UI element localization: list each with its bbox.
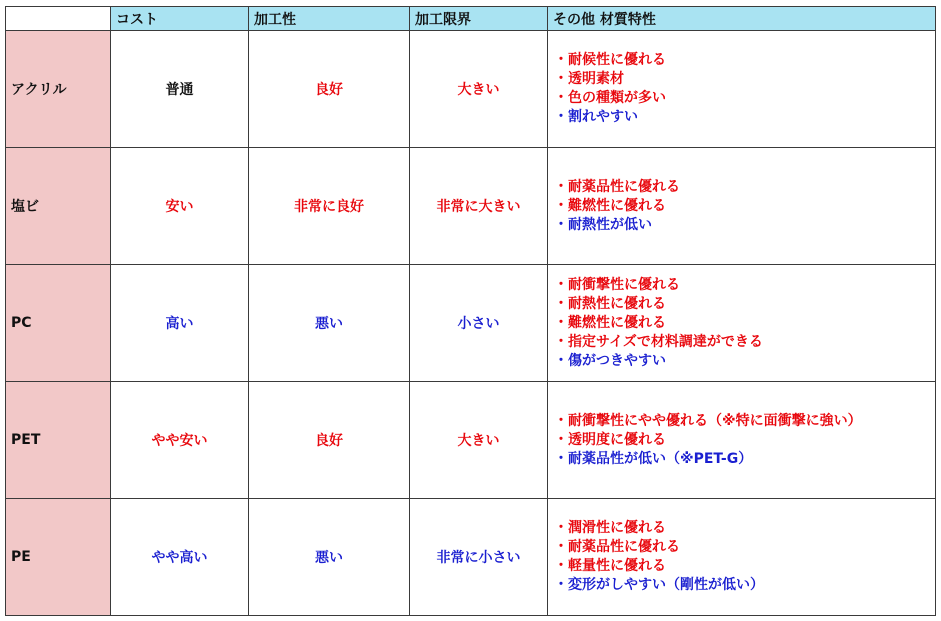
material-name: PC xyxy=(6,265,111,382)
material-name: アクリル xyxy=(6,31,111,148)
limit-cell: 大きい xyxy=(410,31,548,148)
property-item: ・耐候性に優れる xyxy=(554,52,666,68)
property-item: ・難燃性に優れる xyxy=(554,197,666,214)
table-row xyxy=(6,148,936,265)
limit-cell: 非常に小さい xyxy=(410,499,548,616)
properties-cell xyxy=(548,31,936,148)
limit-cell: 小さい xyxy=(410,265,548,382)
header-workability: 加工性 xyxy=(249,7,410,31)
corner-cell xyxy=(6,7,111,31)
workability-cell: 良好 xyxy=(249,31,410,148)
material-name: PET xyxy=(6,382,111,499)
properties-cell xyxy=(548,265,936,382)
table-body xyxy=(6,31,936,616)
property-item: ・傷がつきやすい xyxy=(554,352,666,369)
workability-cell: 悪い xyxy=(249,265,410,382)
material-comparison-table xyxy=(5,6,936,616)
cost-cell: 高い xyxy=(111,265,249,382)
property-item: ・変形がしやすい（剛性が低い） xyxy=(554,577,764,593)
property-item: ・耐薬品性に優れる xyxy=(554,539,680,555)
workability-cell: 良好 xyxy=(249,382,410,499)
header-limit: 加工限界 xyxy=(410,7,548,31)
cost-cell: 普通 xyxy=(111,31,249,148)
header-cost: コスト xyxy=(111,7,249,31)
table-row xyxy=(6,382,936,499)
property-item: ・透明度に優れる xyxy=(554,431,666,448)
header-row xyxy=(6,7,936,31)
workability-cell: 悪い xyxy=(249,499,410,616)
properties-cell xyxy=(548,148,936,265)
cost-cell: やや安い xyxy=(111,382,249,499)
properties-cell xyxy=(548,499,936,616)
properties-cell xyxy=(548,382,936,499)
property-item: ・難燃性に優れる xyxy=(554,314,666,331)
cost-cell: 安い xyxy=(111,148,249,265)
property-item: ・耐薬品性に優れる xyxy=(554,178,680,195)
property-item: ・割れやすい xyxy=(554,109,638,125)
property-item: ・耐熱性が低い xyxy=(554,216,652,233)
table-row xyxy=(6,499,936,616)
property-item: ・耐熱性に優れる xyxy=(554,295,666,312)
property-item: ・耐薬品性が低い（※PET-G） xyxy=(554,450,753,467)
material-name: PE xyxy=(6,499,111,616)
property-item: ・耐衝撃性に優れる xyxy=(554,276,680,293)
table-row xyxy=(6,31,936,148)
property-item: ・指定サイズで材料調達ができる xyxy=(554,333,763,350)
property-item: ・軽量性に優れる xyxy=(554,558,666,574)
material-name: 塩ビ xyxy=(6,148,111,265)
property-item: ・透明素材 xyxy=(554,71,624,87)
property-item: ・耐衝撃性にやや優れる（※特に面衝撃に強い） xyxy=(554,412,862,429)
workability-cell: 非常に良好 xyxy=(249,148,410,265)
table-row xyxy=(6,265,936,382)
header-other-properties: その他 材質特性 xyxy=(548,7,936,31)
property-item: ・色の種類が多い xyxy=(554,90,666,106)
limit-cell: 大きい xyxy=(410,382,548,499)
cost-cell: やや高い xyxy=(111,499,249,616)
property-item: ・潤滑性に優れる xyxy=(554,520,666,536)
limit-cell: 非常に大きい xyxy=(410,148,548,265)
